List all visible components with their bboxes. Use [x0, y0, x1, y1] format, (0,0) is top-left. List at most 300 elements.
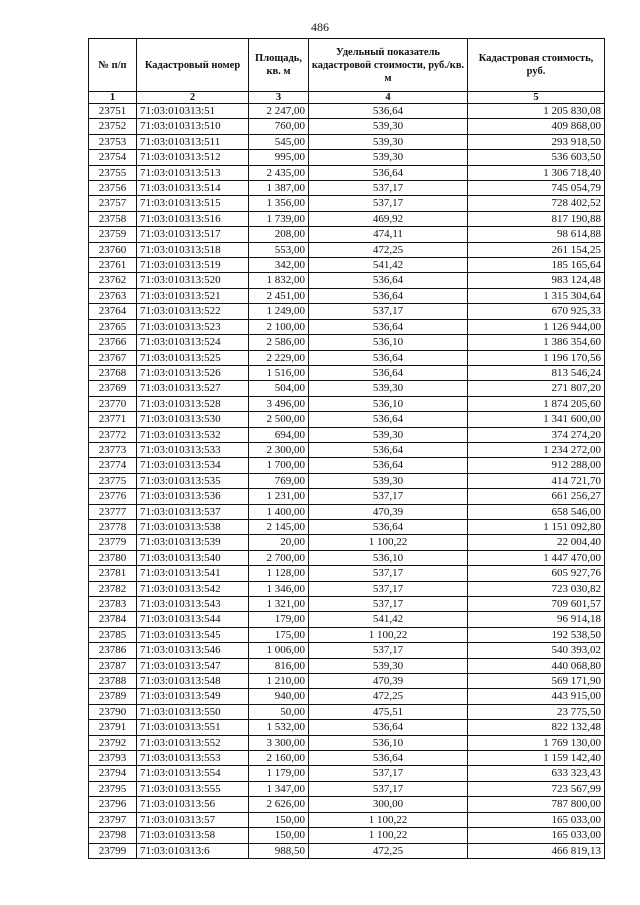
header-cadastral-number: Кадастровый номер — [137, 39, 249, 92]
cadastral-value-cell: 540 393,02 — [468, 643, 605, 658]
table-row — [89, 273, 605, 288]
table-row — [89, 335, 605, 350]
area-cell: 694,00 — [249, 427, 309, 442]
cadastral-value-cell: 165 033,00 — [468, 828, 605, 843]
specific-value-cell: 536,64 — [309, 412, 468, 427]
table-row — [89, 473, 605, 488]
specific-value-cell: 537,17 — [309, 766, 468, 781]
cadastral-number-cell: 71:03:010313:542 — [137, 581, 249, 596]
cadastral-number-cell: 71:03:010313:532 — [137, 427, 249, 442]
cadastral-value-cell: 1 447 470,00 — [468, 550, 605, 565]
cadastral-number-cell: 71:03:010313:538 — [137, 519, 249, 534]
row-number-cell: 23752 — [89, 119, 137, 134]
table-row — [89, 412, 605, 427]
table-row — [89, 550, 605, 565]
row-number-cell: 23799 — [89, 843, 137, 858]
specific-value-cell: 537,17 — [309, 304, 468, 319]
row-number-cell: 23768 — [89, 365, 137, 380]
specific-value-cell: 539,30 — [309, 473, 468, 488]
area-cell: 1 832,00 — [249, 273, 309, 288]
table-row — [89, 597, 605, 612]
row-number-cell: 23795 — [89, 781, 137, 796]
cadastral-value-cell: 1 159 142,40 — [468, 751, 605, 766]
cadastral-number-cell: 71:03:010313:520 — [137, 273, 249, 288]
specific-value-cell: 536,64 — [309, 273, 468, 288]
specific-value-cell: 472,25 — [309, 689, 468, 704]
table-row — [89, 427, 605, 442]
cadastral-value-cell: 1 151 092,80 — [468, 519, 605, 534]
cadastral-number-cell: 71:03:010313:541 — [137, 566, 249, 581]
cadastral-value-cell: 374 274,20 — [468, 427, 605, 442]
area-cell: 2 300,00 — [249, 442, 309, 457]
cadastral-value-cell: 409 868,00 — [468, 119, 605, 134]
specific-value-cell: 536,64 — [309, 350, 468, 365]
table-row — [89, 489, 605, 504]
row-number-cell: 23775 — [89, 473, 137, 488]
area-cell: 1 346,00 — [249, 581, 309, 596]
header-specific-value: Удельный показатель кадастровой стоимости, руб./кв. м — [309, 39, 468, 92]
cadastral-value-table — [88, 38, 605, 859]
cadastral-value-cell: 1 196 170,56 — [468, 350, 605, 365]
area-cell: 2 435,00 — [249, 165, 309, 180]
area-cell: 150,00 — [249, 828, 309, 843]
row-number-cell: 23782 — [89, 581, 137, 596]
area-cell: 1 700,00 — [249, 458, 309, 473]
row-number-cell: 23773 — [89, 442, 137, 457]
row-number-cell: 23758 — [89, 211, 137, 226]
specific-value-cell: 469,92 — [309, 211, 468, 226]
row-number-cell: 23757 — [89, 196, 137, 211]
area-cell: 760,00 — [249, 119, 309, 134]
table-row — [89, 365, 605, 380]
cadastral-number-cell: 71:03:010313:6 — [137, 843, 249, 858]
specific-value-cell: 541,42 — [309, 258, 468, 273]
cadastral-value-cell: 23 775,50 — [468, 704, 605, 719]
column-number: 3 — [249, 92, 309, 104]
row-number-cell: 23798 — [89, 828, 137, 843]
cadastral-number-cell: 71:03:010313:545 — [137, 627, 249, 642]
cadastral-value-cell: 1 306 718,40 — [468, 165, 605, 180]
row-number-cell: 23769 — [89, 381, 137, 396]
column-number: 1 — [89, 92, 137, 104]
cadastral-value-cell: 1 205 830,08 — [468, 104, 605, 119]
cadastral-value-cell: 1 341 600,00 — [468, 412, 605, 427]
cadastral-number-cell: 71:03:010313:512 — [137, 150, 249, 165]
cadastral-number-cell: 71:03:010313:513 — [137, 165, 249, 180]
table-row — [89, 843, 605, 858]
cadastral-value-cell: 96 914,18 — [468, 612, 605, 627]
cadastral-number-cell: 71:03:010313:543 — [137, 597, 249, 612]
cadastral-value-cell: 745 054,79 — [468, 181, 605, 196]
cadastral-number-cell: 71:03:010313:522 — [137, 304, 249, 319]
row-number-cell: 23794 — [89, 766, 137, 781]
cadastral-number-cell: 71:03:010313:528 — [137, 396, 249, 411]
area-cell: 2 451,00 — [249, 288, 309, 303]
cadastral-value-cell: 414 721,70 — [468, 473, 605, 488]
cadastral-value-cell: 440 068,80 — [468, 658, 605, 673]
cadastral-number-cell: 71:03:010313:57 — [137, 812, 249, 827]
cadastral-number-cell: 71:03:010313:537 — [137, 504, 249, 519]
cadastral-number-cell: 71:03:010313:548 — [137, 674, 249, 689]
cadastral-number-cell: 71:03:010313:530 — [137, 412, 249, 427]
cadastral-number-cell: 71:03:010313:511 — [137, 134, 249, 149]
row-number-cell: 23762 — [89, 273, 137, 288]
area-cell: 2 100,00 — [249, 319, 309, 334]
specific-value-cell: 472,25 — [309, 843, 468, 858]
area-cell: 545,00 — [249, 134, 309, 149]
area-cell: 50,00 — [249, 704, 309, 719]
table-row — [89, 751, 605, 766]
specific-value-cell: 536,64 — [309, 365, 468, 380]
cadastral-value-cell: 723 567,99 — [468, 781, 605, 796]
row-number-cell: 23767 — [89, 350, 137, 365]
specific-value-cell: 536,64 — [309, 319, 468, 334]
table-row — [89, 458, 605, 473]
cadastral-number-cell: 71:03:010313:533 — [137, 442, 249, 457]
table-row — [89, 735, 605, 750]
table-row — [89, 828, 605, 843]
table-row — [89, 566, 605, 581]
table-row — [89, 134, 605, 149]
specific-value-cell: 470,39 — [309, 674, 468, 689]
row-number-cell: 23796 — [89, 797, 137, 812]
specific-value-cell: 1 100,22 — [309, 812, 468, 827]
specific-value-cell: 539,30 — [309, 427, 468, 442]
area-cell: 1 179,00 — [249, 766, 309, 781]
row-number-cell: 23766 — [89, 335, 137, 350]
table-row — [89, 704, 605, 719]
table-row — [89, 304, 605, 319]
row-number-cell: 23797 — [89, 812, 137, 827]
table-row — [89, 812, 605, 827]
cadastral-number-cell: 71:03:010313:550 — [137, 704, 249, 719]
specific-value-cell: 536,64 — [309, 165, 468, 180]
cadastral-number-cell: 71:03:010313:534 — [137, 458, 249, 473]
column-number: 5 — [468, 92, 605, 104]
row-number-cell: 23784 — [89, 612, 137, 627]
cadastral-value-cell: 813 546,24 — [468, 365, 605, 380]
specific-value-cell: 536,64 — [309, 288, 468, 303]
cadastral-number-cell: 71:03:010313:549 — [137, 689, 249, 704]
cadastral-number-cell: 71:03:010313:540 — [137, 550, 249, 565]
cadastral-number-cell: 71:03:010313:517 — [137, 227, 249, 242]
area-cell: 179,00 — [249, 612, 309, 627]
table-row — [89, 658, 605, 673]
area-cell: 553,00 — [249, 242, 309, 257]
cadastral-value-cell: 271 807,20 — [468, 381, 605, 396]
area-cell: 1 400,00 — [249, 504, 309, 519]
row-number-cell: 23790 — [89, 704, 137, 719]
area-cell: 2 500,00 — [249, 412, 309, 427]
cadastral-value-cell: 787 800,00 — [468, 797, 605, 812]
table-row — [89, 227, 605, 242]
cadastral-number-cell: 71:03:010313:551 — [137, 720, 249, 735]
area-cell: 1 532,00 — [249, 720, 309, 735]
cadastral-value-cell: 536 603,50 — [468, 150, 605, 165]
cadastral-value-cell: 658 546,00 — [468, 504, 605, 519]
specific-value-cell: 472,25 — [309, 242, 468, 257]
cadastral-number-cell: 71:03:010313:555 — [137, 781, 249, 796]
table-row — [89, 196, 605, 211]
cadastral-number-cell: 71:03:010313:526 — [137, 365, 249, 380]
table-row — [89, 581, 605, 596]
cadastral-value-cell: 661 256,27 — [468, 489, 605, 504]
row-number-cell: 23780 — [89, 550, 137, 565]
cadastral-value-cell: 1 315 304,64 — [468, 288, 605, 303]
cadastral-value-cell: 165 033,00 — [468, 812, 605, 827]
table-row — [89, 766, 605, 781]
cadastral-number-cell: 71:03:010313:514 — [137, 181, 249, 196]
cadastral-value-cell: 728 402,52 — [468, 196, 605, 211]
page-number: 486 — [311, 20, 329, 34]
cadastral-value-cell: 912 288,00 — [468, 458, 605, 473]
table-row — [89, 319, 605, 334]
specific-value-cell: 537,17 — [309, 489, 468, 504]
cadastral-value-cell: 1 769 130,00 — [468, 735, 605, 750]
table-row — [89, 165, 605, 180]
row-number-cell: 23770 — [89, 396, 137, 411]
column-number: 4 — [309, 92, 468, 104]
cadastral-number-cell: 71:03:010313:544 — [137, 612, 249, 627]
area-cell: 988,50 — [249, 843, 309, 858]
row-number-cell: 23754 — [89, 150, 137, 165]
area-cell: 1 210,00 — [249, 674, 309, 689]
cadastral-value-cell: 1 874 205,60 — [468, 396, 605, 411]
specific-value-cell: 536,64 — [309, 720, 468, 735]
row-number-cell: 23756 — [89, 181, 137, 196]
table-row — [89, 797, 605, 812]
specific-value-cell: 536,64 — [309, 519, 468, 534]
row-number-cell: 23783 — [89, 597, 137, 612]
cadastral-number-cell: 71:03:010313:524 — [137, 335, 249, 350]
specific-value-cell: 537,17 — [309, 643, 468, 658]
table-row — [89, 242, 605, 257]
specific-value-cell: 470,39 — [309, 504, 468, 519]
row-number-cell: 23786 — [89, 643, 137, 658]
table-row — [89, 350, 605, 365]
table-row — [89, 211, 605, 226]
cadastral-number-cell: 71:03:010313:51 — [137, 104, 249, 119]
specific-value-cell: 539,30 — [309, 119, 468, 134]
specific-value-cell: 536,10 — [309, 550, 468, 565]
specific-value-cell: 541,42 — [309, 612, 468, 627]
row-number-cell: 23772 — [89, 427, 137, 442]
cadastral-number-cell: 71:03:010313:546 — [137, 643, 249, 658]
cadastral-value-cell: 633 323,43 — [468, 766, 605, 781]
row-number-cell: 23787 — [89, 658, 137, 673]
cadastral-number-cell: 71:03:010313:536 — [137, 489, 249, 504]
area-cell: 816,00 — [249, 658, 309, 673]
table-body — [89, 104, 605, 859]
cadastral-value-cell: 466 819,13 — [468, 843, 605, 858]
table-row — [89, 643, 605, 658]
cadastral-value-cell: 709 601,57 — [468, 597, 605, 612]
table-row — [89, 504, 605, 519]
area-cell: 1 347,00 — [249, 781, 309, 796]
specific-value-cell: 536,10 — [309, 335, 468, 350]
cadastral-number-cell: 71:03:010313:519 — [137, 258, 249, 273]
table-row — [89, 119, 605, 134]
area-cell: 3 496,00 — [249, 396, 309, 411]
row-number-cell: 23789 — [89, 689, 137, 704]
cadastral-value-cell: 1 386 354,60 — [468, 335, 605, 350]
row-number-cell: 23760 — [89, 242, 137, 257]
table-row — [89, 627, 605, 642]
area-cell: 150,00 — [249, 812, 309, 827]
row-number-cell: 23774 — [89, 458, 137, 473]
area-cell: 1 387,00 — [249, 181, 309, 196]
area-cell: 504,00 — [249, 381, 309, 396]
cadastral-value-cell: 192 538,50 — [468, 627, 605, 642]
table-row — [89, 674, 605, 689]
specific-value-cell: 536,64 — [309, 458, 468, 473]
area-cell: 1 356,00 — [249, 196, 309, 211]
specific-value-cell: 1 100,22 — [309, 828, 468, 843]
cadastral-number-cell: 71:03:010313:58 — [137, 828, 249, 843]
area-cell: 2 247,00 — [249, 104, 309, 119]
row-number-cell: 23793 — [89, 751, 137, 766]
area-cell: 2 626,00 — [249, 797, 309, 812]
specific-value-cell: 539,30 — [309, 150, 468, 165]
column-number: 2 — [137, 92, 249, 104]
row-number-cell: 23761 — [89, 258, 137, 273]
table-row — [89, 535, 605, 550]
row-number-cell: 23791 — [89, 720, 137, 735]
header-cadastral-value: Кадастровая стоимость, руб. — [468, 39, 605, 92]
cadastral-number-cell: 71:03:010313:521 — [137, 288, 249, 303]
row-number-cell: 23759 — [89, 227, 137, 242]
specific-value-cell: 1 100,22 — [309, 627, 468, 642]
cadastral-number-cell: 71:03:010313:527 — [137, 381, 249, 396]
row-number-cell: 23779 — [89, 535, 137, 550]
specific-value-cell: 537,17 — [309, 566, 468, 581]
specific-value-cell: 537,17 — [309, 597, 468, 612]
area-cell: 3 300,00 — [249, 735, 309, 750]
specific-value-cell: 537,17 — [309, 181, 468, 196]
cadastral-number-cell: 71:03:010313:516 — [137, 211, 249, 226]
row-number-cell: 23777 — [89, 504, 137, 519]
area-cell: 1 739,00 — [249, 211, 309, 226]
area-cell: 995,00 — [249, 150, 309, 165]
area-cell: 208,00 — [249, 227, 309, 242]
specific-value-cell: 537,17 — [309, 581, 468, 596]
specific-value-cell: 474,11 — [309, 227, 468, 242]
table-row — [89, 288, 605, 303]
row-number-cell: 23788 — [89, 674, 137, 689]
cadastral-value-cell: 723 030,82 — [468, 581, 605, 596]
area-cell: 2 700,00 — [249, 550, 309, 565]
table-header-row — [89, 39, 605, 92]
row-number-cell: 23778 — [89, 519, 137, 534]
area-cell: 2 229,00 — [249, 350, 309, 365]
specific-value-cell: 536,10 — [309, 396, 468, 411]
table-row — [89, 181, 605, 196]
header-row-number: № п/п — [89, 39, 137, 92]
table-row — [89, 612, 605, 627]
area-cell: 20,00 — [249, 535, 309, 550]
area-cell: 175,00 — [249, 627, 309, 642]
cadastral-number-cell: 71:03:010313:539 — [137, 535, 249, 550]
table-row — [89, 150, 605, 165]
specific-value-cell: 539,30 — [309, 134, 468, 149]
cadastral-value-cell: 443 915,00 — [468, 689, 605, 704]
cadastral-number-cell: 71:03:010313:510 — [137, 119, 249, 134]
row-number-cell: 23753 — [89, 134, 137, 149]
specific-value-cell: 1 100,22 — [309, 535, 468, 550]
table-row — [89, 396, 605, 411]
cadastral-value-cell: 293 918,50 — [468, 134, 605, 149]
cadastral-number-cell: 71:03:010313:553 — [137, 751, 249, 766]
cadastral-value-cell: 569 171,90 — [468, 674, 605, 689]
cadastral-value-cell: 1 234 272,00 — [468, 442, 605, 457]
cadastral-number-cell: 71:03:010313:525 — [137, 350, 249, 365]
cadastral-value-cell: 983 124,48 — [468, 273, 605, 288]
row-number-cell: 23764 — [89, 304, 137, 319]
specific-value-cell: 536,10 — [309, 735, 468, 750]
row-number-cell: 23785 — [89, 627, 137, 642]
row-number-cell: 23765 — [89, 319, 137, 334]
cadastral-number-cell: 71:03:010313:547 — [137, 658, 249, 673]
area-cell: 1 128,00 — [249, 566, 309, 581]
table-row — [89, 104, 605, 119]
table-row — [89, 442, 605, 457]
cadastral-value-cell: 98 614,88 — [468, 227, 605, 242]
cadastral-number-cell: 71:03:010313:554 — [137, 766, 249, 781]
area-cell: 1 231,00 — [249, 489, 309, 504]
cadastral-number-cell: 71:03:010313:56 — [137, 797, 249, 812]
row-number-cell: 23751 — [89, 104, 137, 119]
area-cell: 1 321,00 — [249, 597, 309, 612]
specific-value-cell: 536,64 — [309, 442, 468, 457]
area-cell: 2 160,00 — [249, 751, 309, 766]
specific-value-cell: 537,17 — [309, 196, 468, 211]
area-cell: 1 249,00 — [249, 304, 309, 319]
table-row — [89, 258, 605, 273]
area-cell: 940,00 — [249, 689, 309, 704]
specific-value-cell: 539,30 — [309, 658, 468, 673]
cadastral-number-cell: 71:03:010313:535 — [137, 473, 249, 488]
cadastral-value-cell: 185 165,64 — [468, 258, 605, 273]
cadastral-value-cell: 822 132,48 — [468, 720, 605, 735]
specific-value-cell: 536,64 — [309, 751, 468, 766]
cadastral-number-cell: 71:03:010313:515 — [137, 196, 249, 211]
area-cell: 2 586,00 — [249, 335, 309, 350]
row-number-cell: 23755 — [89, 165, 137, 180]
table-row — [89, 720, 605, 735]
row-number-cell: 23763 — [89, 288, 137, 303]
cadastral-value-cell: 261 154,25 — [468, 242, 605, 257]
specific-value-cell: 475,51 — [309, 704, 468, 719]
header-area: Площадь, кв. м — [249, 39, 309, 92]
area-cell: 2 145,00 — [249, 519, 309, 534]
table-row — [89, 781, 605, 796]
cadastral-number-cell: 71:03:010313:523 — [137, 319, 249, 334]
cadastral-value-cell: 670 925,33 — [468, 304, 605, 319]
table-row — [89, 381, 605, 396]
cadastral-value-cell: 605 927,76 — [468, 566, 605, 581]
row-number-cell: 23771 — [89, 412, 137, 427]
area-cell: 769,00 — [249, 473, 309, 488]
area-cell: 1 516,00 — [249, 365, 309, 380]
cadastral-value-cell: 817 190,88 — [468, 211, 605, 226]
cadastral-value-cell: 1 126 944,00 — [468, 319, 605, 334]
specific-value-cell: 537,17 — [309, 781, 468, 796]
table-row — [89, 519, 605, 534]
area-cell: 1 006,00 — [249, 643, 309, 658]
cadastral-number-cell: 71:03:010313:518 — [137, 242, 249, 257]
specific-value-cell: 300,00 — [309, 797, 468, 812]
table-row — [89, 689, 605, 704]
